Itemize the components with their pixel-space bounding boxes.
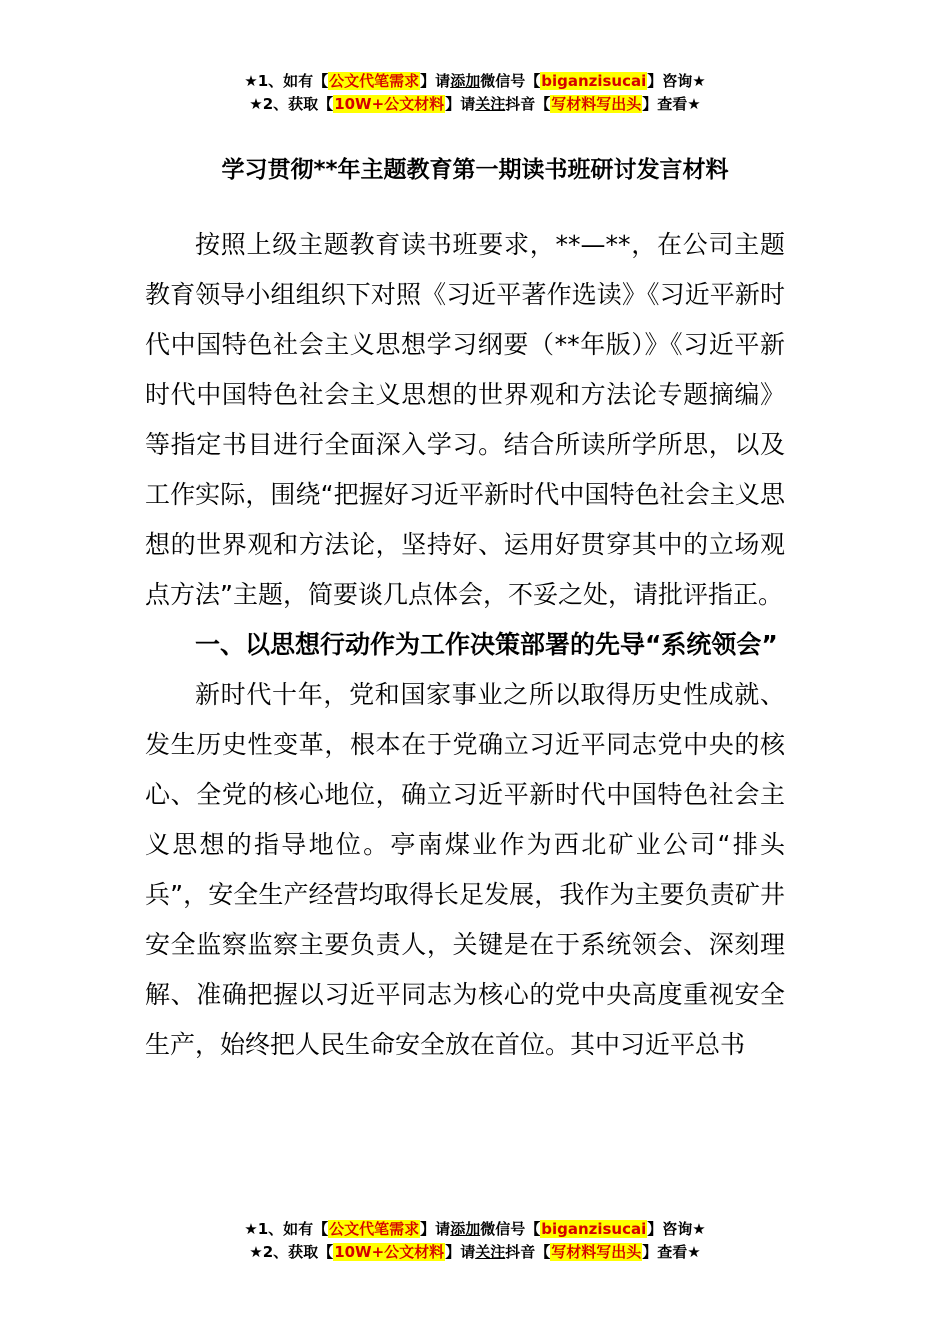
banner-highlight: 公文代笔需求 [329, 1220, 420, 1238]
banner-douyin-id: 写材料写出头 [551, 95, 642, 113]
banner-line-1 [0, 70, 950, 93]
banner-highlight: 10W+公文材料 [334, 1243, 445, 1261]
banner-line-1 [0, 1218, 950, 1241]
banner-wechat-id: biganzisucai [541, 72, 647, 90]
banner-text: 微信号【 [480, 1220, 541, 1238]
banner-text: 】查看★ [642, 1243, 701, 1261]
banner-text: ★1、如有【 [244, 1220, 329, 1238]
banner-underlined: 关注 [475, 95, 506, 113]
banner-douyin-id: 写材料写出头 [551, 1243, 642, 1261]
banner-line-2 [0, 93, 950, 116]
banner-text: 】请 [445, 95, 476, 113]
banner-text: 微信号【 [480, 72, 541, 90]
banner-text: 】咨询★ [647, 72, 706, 90]
banner-text: 】咨询★ [647, 1220, 706, 1238]
banner-text: 】查看★ [642, 95, 701, 113]
banner-text: ★2、获取【 [249, 95, 334, 113]
banner-text: 抖音【 [505, 95, 551, 113]
banner-text: 】请 [445, 1243, 476, 1261]
banner-text: 抖音【 [505, 1243, 551, 1261]
banner-text: ★2、获取【 [249, 1243, 334, 1261]
banner-underlined: 添加 [450, 1220, 481, 1238]
banner-underlined: 添加 [450, 72, 481, 90]
document-body [145, 220, 785, 1070]
banner-line-2 [0, 1241, 950, 1264]
header-banner [0, 70, 950, 116]
document-title: 学习贯彻**年主题教育第一期读书班研讨发言材料 [221, 157, 729, 183]
section-heading-1: 一、以思想行动作为工作决策部署的先导“系统领会” [195, 630, 778, 659]
banner-text: 】请 [420, 72, 451, 90]
banner-underlined: 关注 [475, 1243, 506, 1261]
banner-highlight: 10W+公文材料 [334, 95, 445, 113]
footer-banner [0, 1218, 950, 1264]
banner-highlight: 公文代笔需求 [329, 72, 420, 90]
paragraph-section-1: 新时代十年，党和国家事业之所以取得历史性成就、发生历史性变革，根本在于党确立习近平同志党中央的核心、全党的核心地位，确立习近平新时代中国特色社会主义思想的指导地位。亭南煤业作为西北矿业公司“排头兵”，安全生产经营均取得长足发展，我作为主要负责矿井安全监察监察主要负责人，关键是在于系统领会、深刻理解、准确把握以习近平同志为核心的党中央高度重视安全生产，始终把人民生命安全放在首位。其中习近平总书 [145, 680, 785, 1059]
banner-text: 】请 [420, 1220, 451, 1238]
banner-text: ★1、如有【 [244, 72, 329, 90]
banner-wechat-id: biganzisucai [541, 1220, 647, 1238]
paragraph-intro: 按照上级主题教育读书班要求，**—**，在公司主题教育领导小组组织下对照《习近平著作选读》《习近平新时代中国特色社会主义思想学习纲要（**年版）》《习近平新时代中国特色社会主义思想的世界观和方法论专题摘编》等指定书目进行全面深入学习。结合所读所学所思，以及工作实际，围绕“把握好习近平新时代中国特色社会主义思想的世界观和方法论，坚持好、运用好贯穿其中的立场观点方法”主题，简要谈几点体会，不妥之处，请批评指正。 [145, 230, 785, 609]
